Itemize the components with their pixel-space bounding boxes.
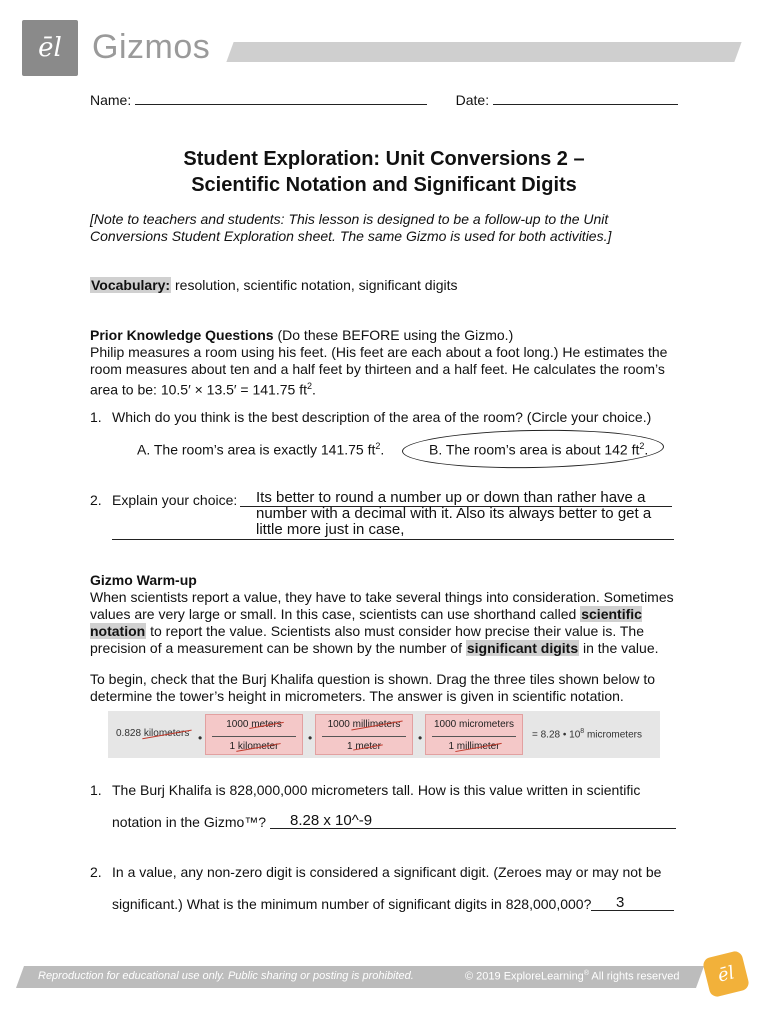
warmup-text: When scientists report a value, they have to take several things into consideration. Sometimes values are very large or small. In this case, scientists can use shorthand called	[90, 589, 674, 622]
period: .	[644, 441, 649, 458]
tile-bottom	[206, 741, 302, 752]
brand-name: Gizmos	[92, 28, 211, 66]
page-title-line1: Student Exploration: Unit Conversions 2 –	[183, 148, 585, 170]
choice-a[interactable]	[137, 441, 384, 458]
warmup-question-1	[90, 782, 640, 799]
q1-answer[interactable]: 8.28 x 10^-9	[290, 812, 373, 829]
question-label: Explain your choice:	[112, 492, 238, 508]
warmup-paragraph-1	[90, 589, 680, 657]
superscript: 2	[306, 381, 312, 391]
rights-text: All rights reserved	[588, 970, 680, 983]
prior-knowledge-text: Philip measures a room using his feet. (His feet are each about a foot long.) He estimates the room measures about ten and a half feet by thirteen and a half feet. He calculates the room’s area to be: 10.5′ × 13.5′ = 141.75 ft	[90, 344, 668, 398]
fraction-bar	[432, 736, 516, 737]
prior-knowledge-section	[90, 327, 680, 399]
choice-b[interactable]	[429, 441, 648, 458]
tile-unit: meters	[251, 719, 282, 730]
highlight-significant-digits: significant digits	[466, 640, 579, 656]
tile-unit: meter	[355, 741, 381, 752]
tile-num: 1	[347, 741, 353, 752]
warmup-text: to report the value. Scientists also must consider how precise their value is. The precision of a measurement can be shown by the number of	[90, 623, 644, 656]
warmup-question-1-cont: notation in the Gizmo™?	[112, 814, 267, 830]
warmup-paragraph-2: To begin, check that the Burj Khalifa question is shown. Drag the three tiles shown below to determine the tower’s height in micrometers. The answer is given in scientific notation.	[90, 671, 655, 704]
name-field[interactable]	[90, 92, 427, 108]
highlight-scientific-notation: scientific notation	[90, 606, 642, 639]
tile-top: 1000 micrometers	[433, 719, 515, 730]
start-unit: kilometers	[143, 728, 190, 739]
answer-line-q2	[591, 910, 674, 911]
date-field[interactable]	[456, 92, 678, 108]
registered-mark: ®	[583, 970, 589, 977]
question-number: 1.	[90, 782, 102, 798]
warmup-heading: Gizmo Warm-up	[90, 572, 197, 588]
multiply-dot: •	[418, 731, 423, 745]
name-date-row	[90, 92, 678, 108]
question-number: 2.	[90, 864, 102, 880]
tile-unit: kilometer	[237, 741, 279, 752]
explain-answer-line3[interactable]: little more just in case,	[256, 521, 405, 538]
start-value	[116, 728, 189, 739]
prior-question-2	[90, 492, 237, 509]
prior-knowledge-paragraph	[90, 344, 680, 399]
conversion-tiles-image	[108, 711, 660, 758]
header-bar	[226, 42, 741, 62]
gizmos-logo	[22, 20, 78, 76]
footer-reproduction-note: Reproduction for educational use only. Public sharing or posting is prohibited.	[38, 970, 414, 982]
copyright-text: © 2019 ExploreLearning	[465, 970, 584, 983]
tile-num: 1	[229, 741, 236, 752]
prior-question-1	[90, 409, 651, 426]
tile-millimeters-per-meter[interactable]	[315, 714, 413, 755]
result-value	[532, 728, 642, 740]
fraction-bar	[322, 736, 406, 737]
tile-num: 1000	[226, 719, 249, 730]
multiply-dot: •	[198, 731, 203, 745]
prior-knowledge-heading: Prior Knowledge Questions	[90, 327, 274, 343]
badge-text: ēl	[715, 961, 737, 987]
explain-answer-line2[interactable]: number with a decimal with it. Also its always better to get a	[256, 505, 652, 522]
result-unit: micrometers	[584, 729, 642, 741]
name-label: Name:	[90, 92, 132, 108]
choice-a-text: A. The room’s area is exactly 141.75 ft	[137, 441, 376, 458]
vocabulary	[90, 277, 680, 294]
question-text: The Burj Khalifa is 828,000,000 micrometers tall. How is this value written in scientific	[112, 782, 641, 798]
choice-b-text: B. The room’s area is about 142 ft	[429, 441, 640, 458]
warmup-section	[90, 572, 680, 657]
tile-unit: millimeters	[352, 719, 401, 730]
tile-unit: millimeter	[456, 741, 500, 752]
question-number: 1.	[90, 409, 102, 425]
tile-num: 1	[448, 741, 454, 752]
date-label: Date:	[455, 92, 490, 108]
page-title-line2: Scientific Notation and Significant Digits	[191, 174, 577, 196]
question-text: Which do you think is the best description of the area of the room? (Circle your choice.)	[112, 409, 652, 425]
tile-bottom	[426, 741, 522, 752]
multiply-dot: •	[308, 731, 313, 745]
footer-copyright	[465, 970, 679, 983]
q2-answer[interactable]: 3	[616, 894, 625, 911]
teacher-note: [Note to teachers and students: This lesson is designed to be a follow-up to the Unit Conversions Student Exploration sheet. The same Gizmo is used for both activities.]	[90, 211, 612, 244]
tile-meters-per-kilometer[interactable]	[205, 714, 303, 755]
result-text: = 8.28 • 10	[532, 729, 581, 741]
explorelearning-badge-icon	[702, 950, 750, 998]
answer-line-2	[112, 539, 674, 540]
superscript: 8	[580, 728, 585, 735]
tile-num: 1000	[327, 719, 350, 730]
warmup-text: in the value.	[579, 640, 659, 656]
question-text: In a value, any non-zero digit is considered a significant digit. (Zeroes may or may not be	[112, 864, 662, 880]
period: .	[312, 381, 316, 398]
fraction-bar	[212, 736, 296, 737]
warmup-question-2-cont: significant.) What is the minimum number of significant digits in 828,000,000?	[112, 896, 592, 912]
name-line	[135, 92, 427, 105]
vocabulary-label: Vocabulary:	[91, 277, 171, 293]
tile-micrometers-per-millimeter[interactable]	[425, 714, 523, 755]
period: .	[380, 441, 385, 458]
superscript: 2	[639, 441, 645, 451]
prior-knowledge-heading-note: (Do these BEFORE using the Gizmo.)	[273, 327, 514, 343]
tile-top	[206, 719, 302, 730]
warmup-question-2	[90, 864, 661, 881]
tile-bottom	[316, 741, 412, 752]
start-number: 0.828	[116, 728, 142, 739]
explain-answer-line1[interactable]: Its better to round a number up or down than rather have a	[256, 489, 646, 506]
vocabulary-text: resolution, scientific notation, significant digits	[171, 277, 458, 293]
logo-text: ēl	[38, 33, 62, 63]
date-line	[493, 92, 678, 105]
question-number: 2.	[90, 492, 102, 508]
tile-top	[316, 719, 412, 730]
superscript: 2	[375, 441, 381, 451]
